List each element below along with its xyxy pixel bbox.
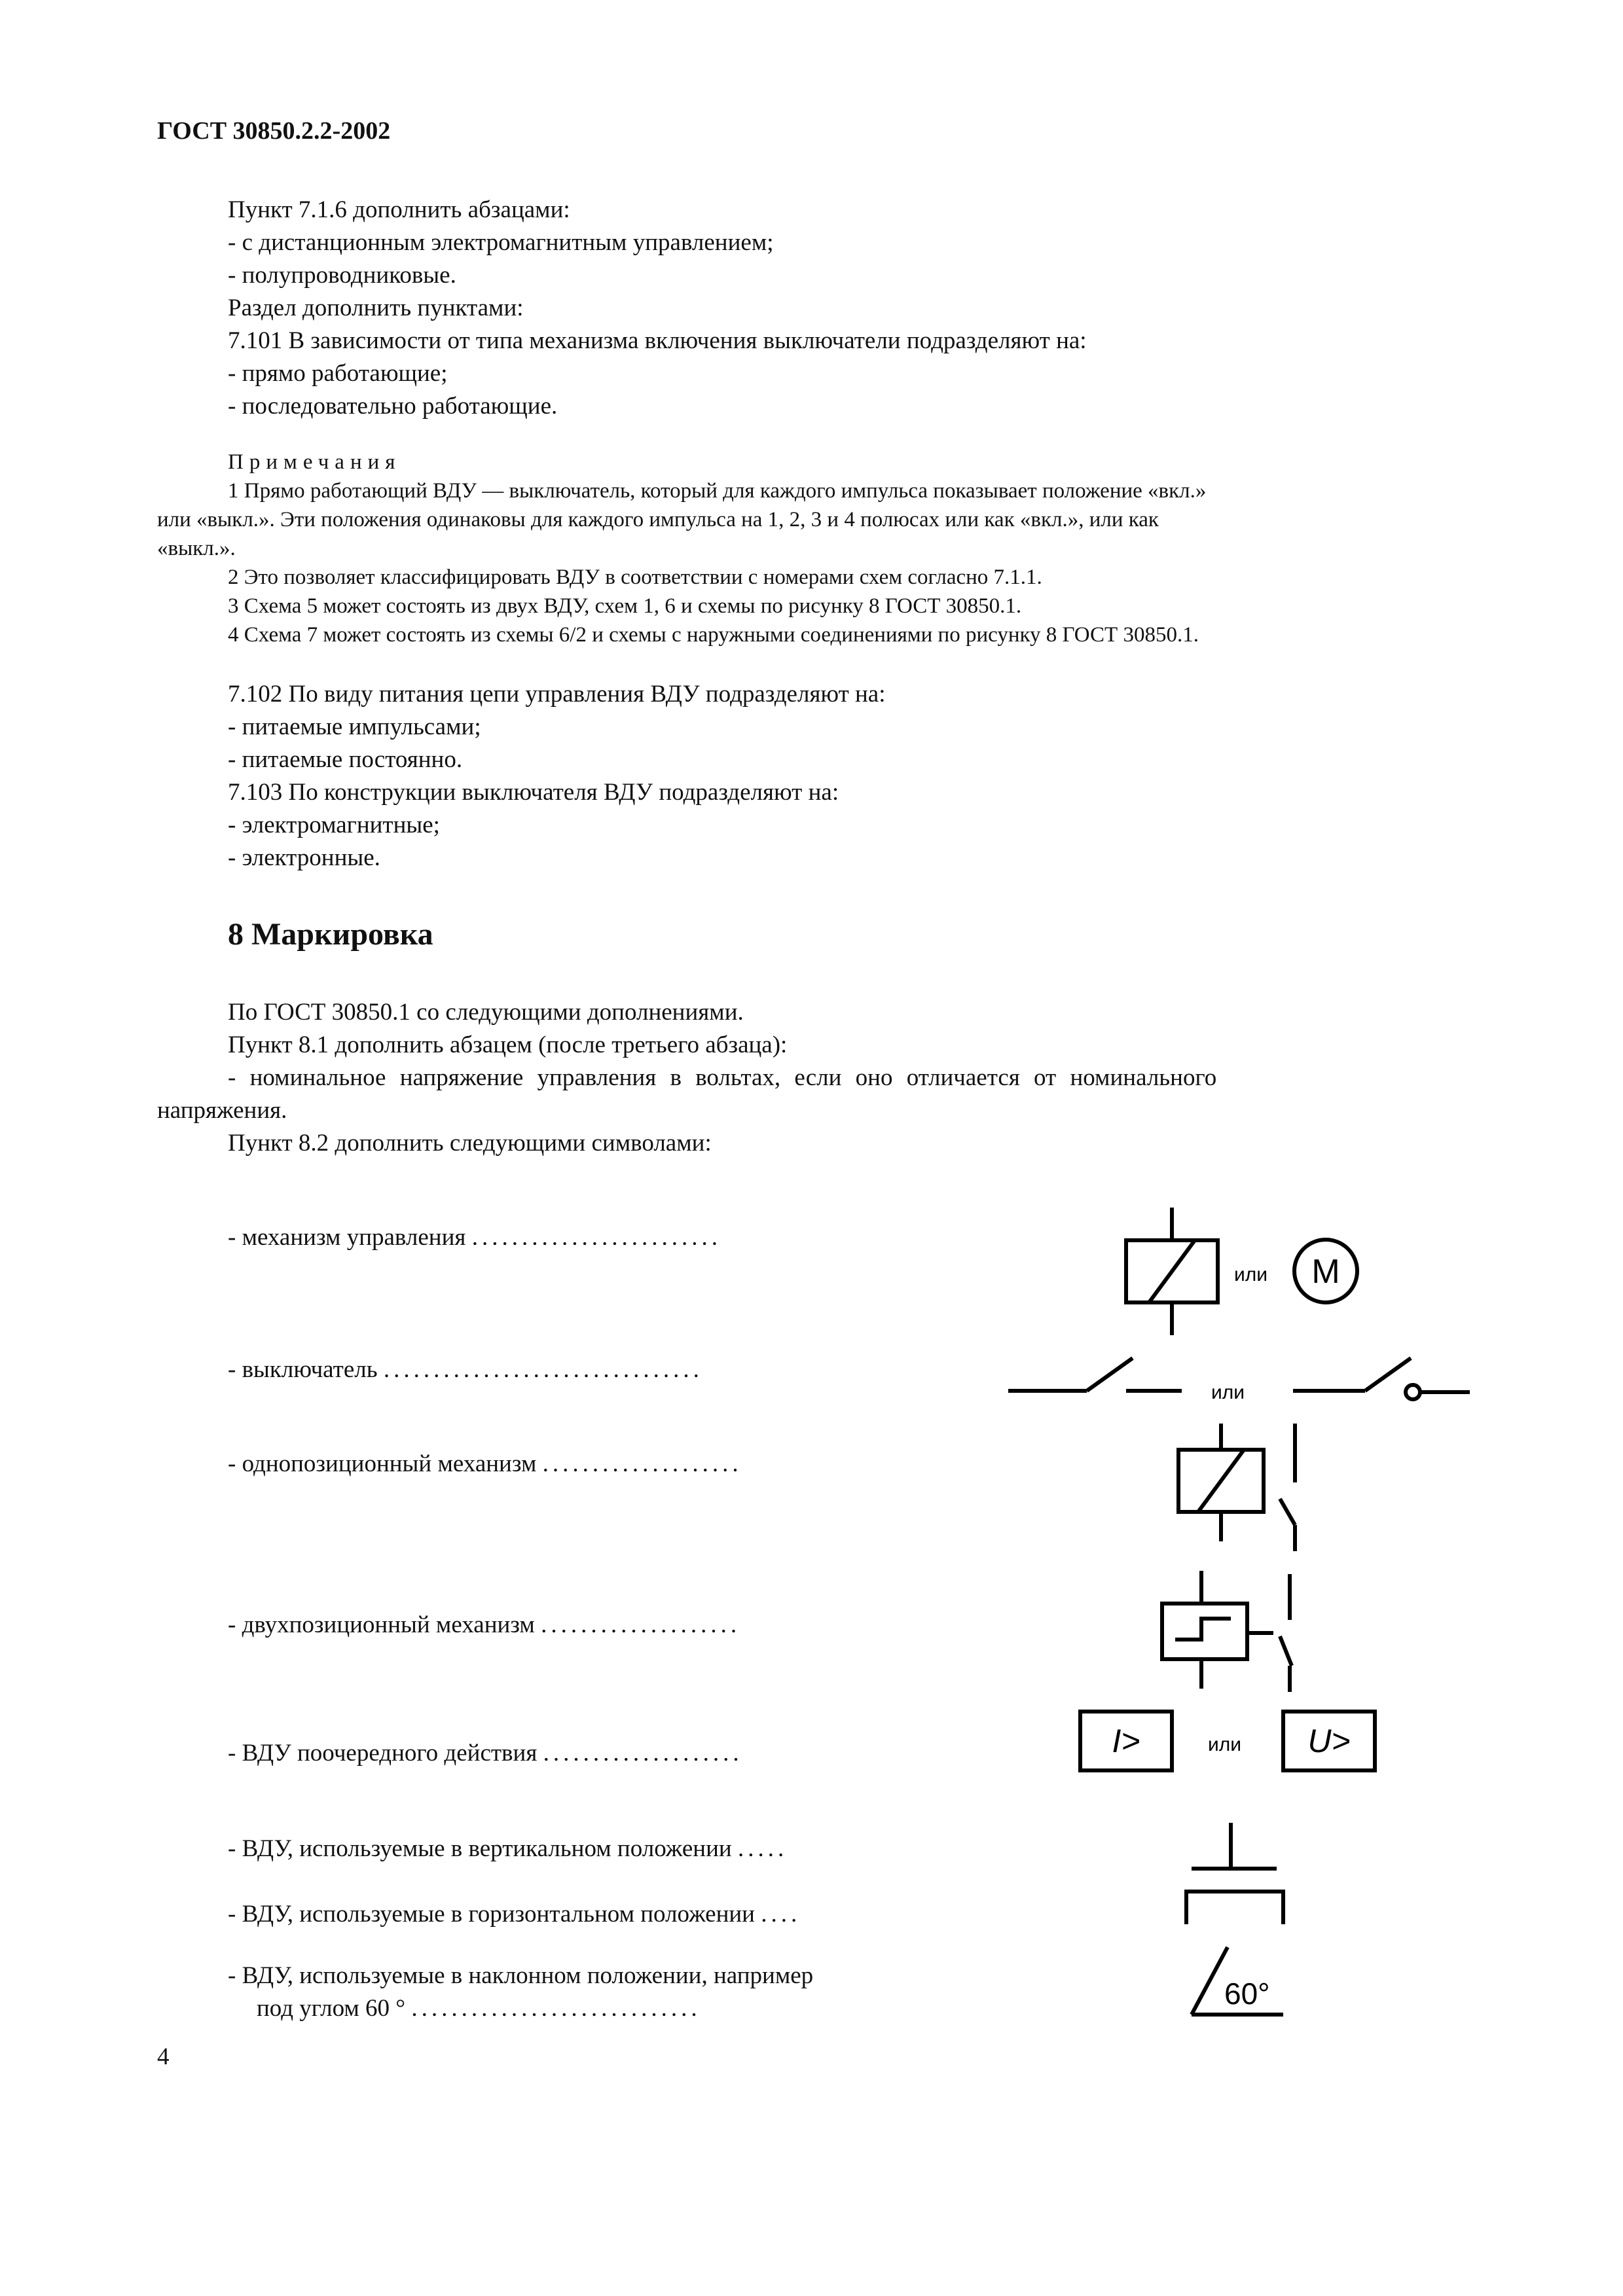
- horizontal-position-symbol: [1178, 1885, 1296, 1937]
- note-line: или «выкл.». Эти положения одинаковы для каждого импульса на 1, 2, 3 и 4 полюсах или как «вкл.», или как: [157, 508, 1159, 531]
- switch-contact-terminal: [1406, 1385, 1420, 1399]
- para-line: - с дистанционным электромагнитным управлением;: [228, 229, 774, 256]
- contact-blade: [1280, 1636, 1292, 1666]
- symbol-row-inclined: [228, 1960, 813, 1992]
- para-line-justified: [228, 1062, 1472, 1094]
- coil-diagonal: [1198, 1450, 1244, 1512]
- symbol-row-control-mechanism: [228, 1221, 721, 1254]
- symbol-label: - ВДУ, используемые в горизонтальном положении: [228, 1901, 755, 1928]
- contact-blade: [1280, 1499, 1295, 1525]
- leader-dots: ....................: [542, 1450, 742, 1477]
- leader-dots: .........................: [471, 1224, 721, 1251]
- para-line: Пункт 8.2 дополнить следующими символами:: [228, 1130, 712, 1157]
- document-header: ГОСТ 30850.2.2-2002: [157, 117, 391, 145]
- para-line-text: - номинальное напряжение управления в вольтах, если оно отличается от номинального: [228, 1064, 1217, 1091]
- para-line: напряжения.: [157, 1097, 287, 1124]
- current-relay-label: I>: [1112, 1723, 1140, 1759]
- two-position-mechanism-symbol: [1156, 1568, 1339, 1718]
- symbol-row-sequential: [228, 1737, 743, 1770]
- leader-dots: ....: [761, 1901, 801, 1928]
- note-line: 2 Это позволяет классифицировать ВДУ в соответствии с номерами схем согласно 7.1.1.: [228, 565, 1042, 589]
- horizontal-bracket: [1186, 1892, 1283, 1924]
- motor-letter: M: [1311, 1253, 1340, 1291]
- control-mechanism-symbol: [1113, 1204, 1375, 1348]
- para-line: Раздел дополнить пунктами:: [228, 295, 524, 321]
- symbol-row-single-position: [228, 1448, 742, 1480]
- section-title: 8 Маркировка: [228, 917, 433, 952]
- para-line: 7.101 В зависимости от типа механизма включения выключатели подразделяют на:: [228, 327, 1087, 354]
- para-line: - полупроводниковые.: [228, 262, 456, 289]
- para-line: По ГОСТ 30850.1 со следующими дополнениями.: [228, 999, 744, 1026]
- symbol-label: - однопозиционный механизм: [228, 1450, 537, 1477]
- note-line: «выкл.».: [157, 537, 236, 560]
- step-characteristic: [1175, 1619, 1231, 1640]
- or-label: или: [1234, 1264, 1268, 1285]
- symbol-row-vertical: [228, 1833, 788, 1865]
- page-number: 4: [157, 2043, 170, 2070]
- voltage-relay-label: U>: [1307, 1723, 1351, 1759]
- para-line: - электромагнитные;: [228, 812, 440, 838]
- leader-dots: ....................: [541, 1611, 741, 1638]
- symbol-label: - ВДУ, используемые в наклонном положении, например: [228, 1962, 814, 1989]
- para-line: Пункт 7.1.6 дополнить абзацами:: [228, 196, 570, 223]
- switch-blade-2: [1365, 1358, 1411, 1391]
- symbol-label: - ВДУ поочередного действия: [228, 1740, 538, 1767]
- para-line: 7.103 По конструкции выключателя ВДУ подразделяют на:: [228, 779, 839, 806]
- notes-title: Примечания: [228, 450, 401, 474]
- para-line: 7.102 По виду питания цепи управления ВДУ подразделяют на:: [228, 681, 886, 708]
- symbol-row-two-position: [228, 1609, 740, 1641]
- coil-diagonal: [1149, 1240, 1195, 1302]
- para-line: - электронные.: [228, 844, 380, 871]
- incline-line: [1192, 1947, 1228, 2015]
- switch-blade: [1087, 1358, 1133, 1391]
- symbol-row-switch: [228, 1354, 703, 1386]
- symbol-label: - ВДУ, используемые в вертикальном положении: [228, 1835, 732, 1862]
- switch-symbol: [1002, 1342, 1486, 1414]
- symbol-label: - двухпозиционный механизм: [228, 1611, 535, 1638]
- leader-dots: ....................: [543, 1740, 743, 1767]
- single-position-mechanism-symbol: [1172, 1420, 1329, 1551]
- vertical-position-symbol: [1185, 1816, 1290, 1888]
- coil-box: [1162, 1604, 1247, 1659]
- symbol-row-horizontal: [228, 1898, 801, 1931]
- symbol-label: - механизм управления: [228, 1224, 466, 1251]
- inclined-position-symbol: [1185, 1937, 1316, 2029]
- note-line: 4 Схема 7 может состоять из схемы 6/2 и схемы с наружными соединениями по рисунку 8 ГОСТ 30850.1.: [228, 623, 1199, 647]
- angle-label: 60°: [1224, 1977, 1270, 2011]
- symbol-label: под углом 60 °: [257, 1995, 406, 2022]
- sequential-action-symbol: [1074, 1705, 1388, 1784]
- or-label: или: [1211, 1382, 1245, 1403]
- para-line: - питаемые импульсами;: [228, 713, 481, 740]
- leader-dots: .............................: [411, 1995, 701, 2022]
- para-line: - прямо работающие;: [228, 360, 448, 387]
- symbol-row-inclined-cont: [257, 1992, 701, 2025]
- leader-dots: ................................: [383, 1356, 703, 1383]
- or-label: или: [1208, 1734, 1242, 1755]
- leader-dots: .....: [737, 1835, 788, 1862]
- para-line: Пункт 8.1 дополнить абзацем (после третьего абзаца):: [228, 1031, 788, 1058]
- symbol-label: - выключатель: [228, 1356, 378, 1383]
- para-line: - питаемые постоянно.: [228, 746, 463, 773]
- note-line: 1 Прямо работающий ВДУ — выключатель, который для каждого импульса показывает положение «вкл.»: [228, 479, 1207, 503]
- para-line: - последовательно работающие.: [228, 393, 558, 420]
- note-line: 3 Схема 5 может состоять из двух ВДУ, схем 1, 6 и схемы по рисунку 8 ГОСТ 30850.1.: [228, 594, 1022, 618]
